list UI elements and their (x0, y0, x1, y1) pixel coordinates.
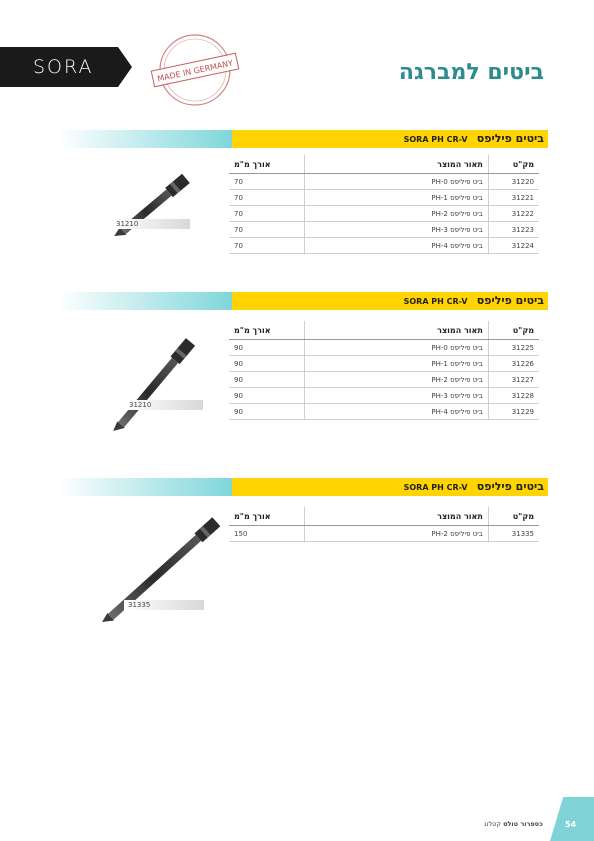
cell-sku: 31224 (488, 238, 539, 254)
col-header-desc: תאור המוצר (305, 321, 489, 340)
section-band-fade (0, 478, 232, 496)
cell-length: 150 (229, 526, 305, 542)
cell-length: 90 (229, 404, 305, 420)
table-row (229, 340, 539, 356)
product-image-label: 31210 (112, 219, 190, 229)
section-title-heb: ביטים פיליפס (476, 294, 544, 307)
table-header-row (229, 507, 539, 526)
col-header-length: אורך מ"מ (229, 507, 305, 526)
page-number-tab (550, 797, 594, 841)
section-title (404, 480, 544, 493)
section-title (404, 132, 544, 145)
cell-desc: ביט פיליפס PH-3 (305, 388, 489, 404)
table-row (229, 526, 539, 542)
section-title-heb: ביטים פיליפס (476, 132, 544, 145)
table-row (229, 356, 539, 372)
table-row (229, 190, 539, 206)
table-header-row (229, 321, 539, 340)
cell-sku: 31228 (488, 388, 539, 404)
spec-table-1 (229, 155, 539, 254)
section-title-eng: SORA PH CR-V (403, 135, 468, 144)
col-header-sku: מק"ט (488, 507, 539, 526)
table-row (229, 388, 539, 404)
cell-desc: ביט פיליפס PH-1 (305, 356, 489, 372)
cell-length: 90 (229, 388, 305, 404)
cell-desc: ביט פיליפס PH-1 (305, 190, 489, 206)
section-band-fade (0, 130, 232, 148)
cell-sku: 31226 (488, 356, 539, 372)
footer-catalog: קטלוג (484, 820, 501, 828)
table-row (229, 238, 539, 254)
section-title-eng: SORA PH CR-V (403, 297, 468, 306)
table-row (229, 404, 539, 420)
phillips-bit-image (92, 330, 217, 445)
table-row (229, 222, 539, 238)
col-header-sku: מק"ט (488, 321, 539, 340)
cell-length: 70 (229, 206, 305, 222)
cell-length: 90 (229, 356, 305, 372)
cell-desc: ביט פיליפס PH-3 (305, 222, 489, 238)
col-header-length: אורך מ"מ (229, 321, 305, 340)
cell-sku: 31225 (488, 340, 539, 356)
cell-desc: ביט פיליפס PH-2 (305, 206, 489, 222)
cell-length: 90 (229, 340, 305, 356)
spec-table-2 (229, 321, 539, 420)
footer-company: כספרור טולס (503, 820, 543, 828)
section-band-fade (0, 292, 232, 310)
col-header-length: אורך מ"מ (229, 155, 305, 174)
section-title-eng: SORA PH CR-V (403, 483, 468, 492)
section-title-heb: ביטים פיליפס (476, 480, 544, 493)
brand-logo-text: SORA (33, 56, 94, 78)
table-row (229, 206, 539, 222)
cell-length: 70 (229, 174, 305, 190)
cell-sku: 31227 (488, 372, 539, 388)
product-image-label: 31335 (124, 600, 204, 610)
cell-sku: 31335 (488, 526, 539, 542)
cell-desc: ביט פיליפס PH-2 (305, 372, 489, 388)
section-title (404, 294, 544, 307)
page-title: ביטים למברגה (398, 60, 544, 85)
cell-desc: ביט פיליפס PH-4 (305, 404, 489, 420)
cell-sku: 31223 (488, 222, 539, 238)
table-header-row (229, 155, 539, 174)
table-row (229, 174, 539, 190)
cell-desc: ביט פיליפס PH-2 (305, 526, 489, 542)
col-header-desc: תאור המוצר (305, 155, 489, 174)
cell-desc: ביט פיליפס PH-4 (305, 238, 489, 254)
product-image-label: 31210 (125, 400, 203, 410)
cell-sku: 31222 (488, 206, 539, 222)
spec-table-3 (229, 507, 539, 542)
stamp-text: MADE IN GERMANY (156, 58, 234, 84)
phillips-bit-image (92, 508, 232, 636)
col-header-desc: תאור המוצר (305, 507, 489, 526)
cell-desc: ביט פיליפס PH-0 (305, 174, 489, 190)
cell-length: 70 (229, 190, 305, 206)
cell-length: 70 (229, 222, 305, 238)
cell-desc: ביט פיליפס PH-0 (305, 340, 489, 356)
cell-length: 70 (229, 238, 305, 254)
footer-text (484, 820, 543, 828)
page-number: 54 (565, 820, 577, 829)
made-in-germany-stamp (150, 30, 240, 110)
phillips-bit-image (108, 160, 198, 252)
cell-sku: 31220 (488, 174, 539, 190)
cell-sku: 31229 (488, 404, 539, 420)
table-row (229, 372, 539, 388)
cell-sku: 31221 (488, 190, 539, 206)
cell-length: 90 (229, 372, 305, 388)
col-header-sku: מק"ט (488, 155, 539, 174)
